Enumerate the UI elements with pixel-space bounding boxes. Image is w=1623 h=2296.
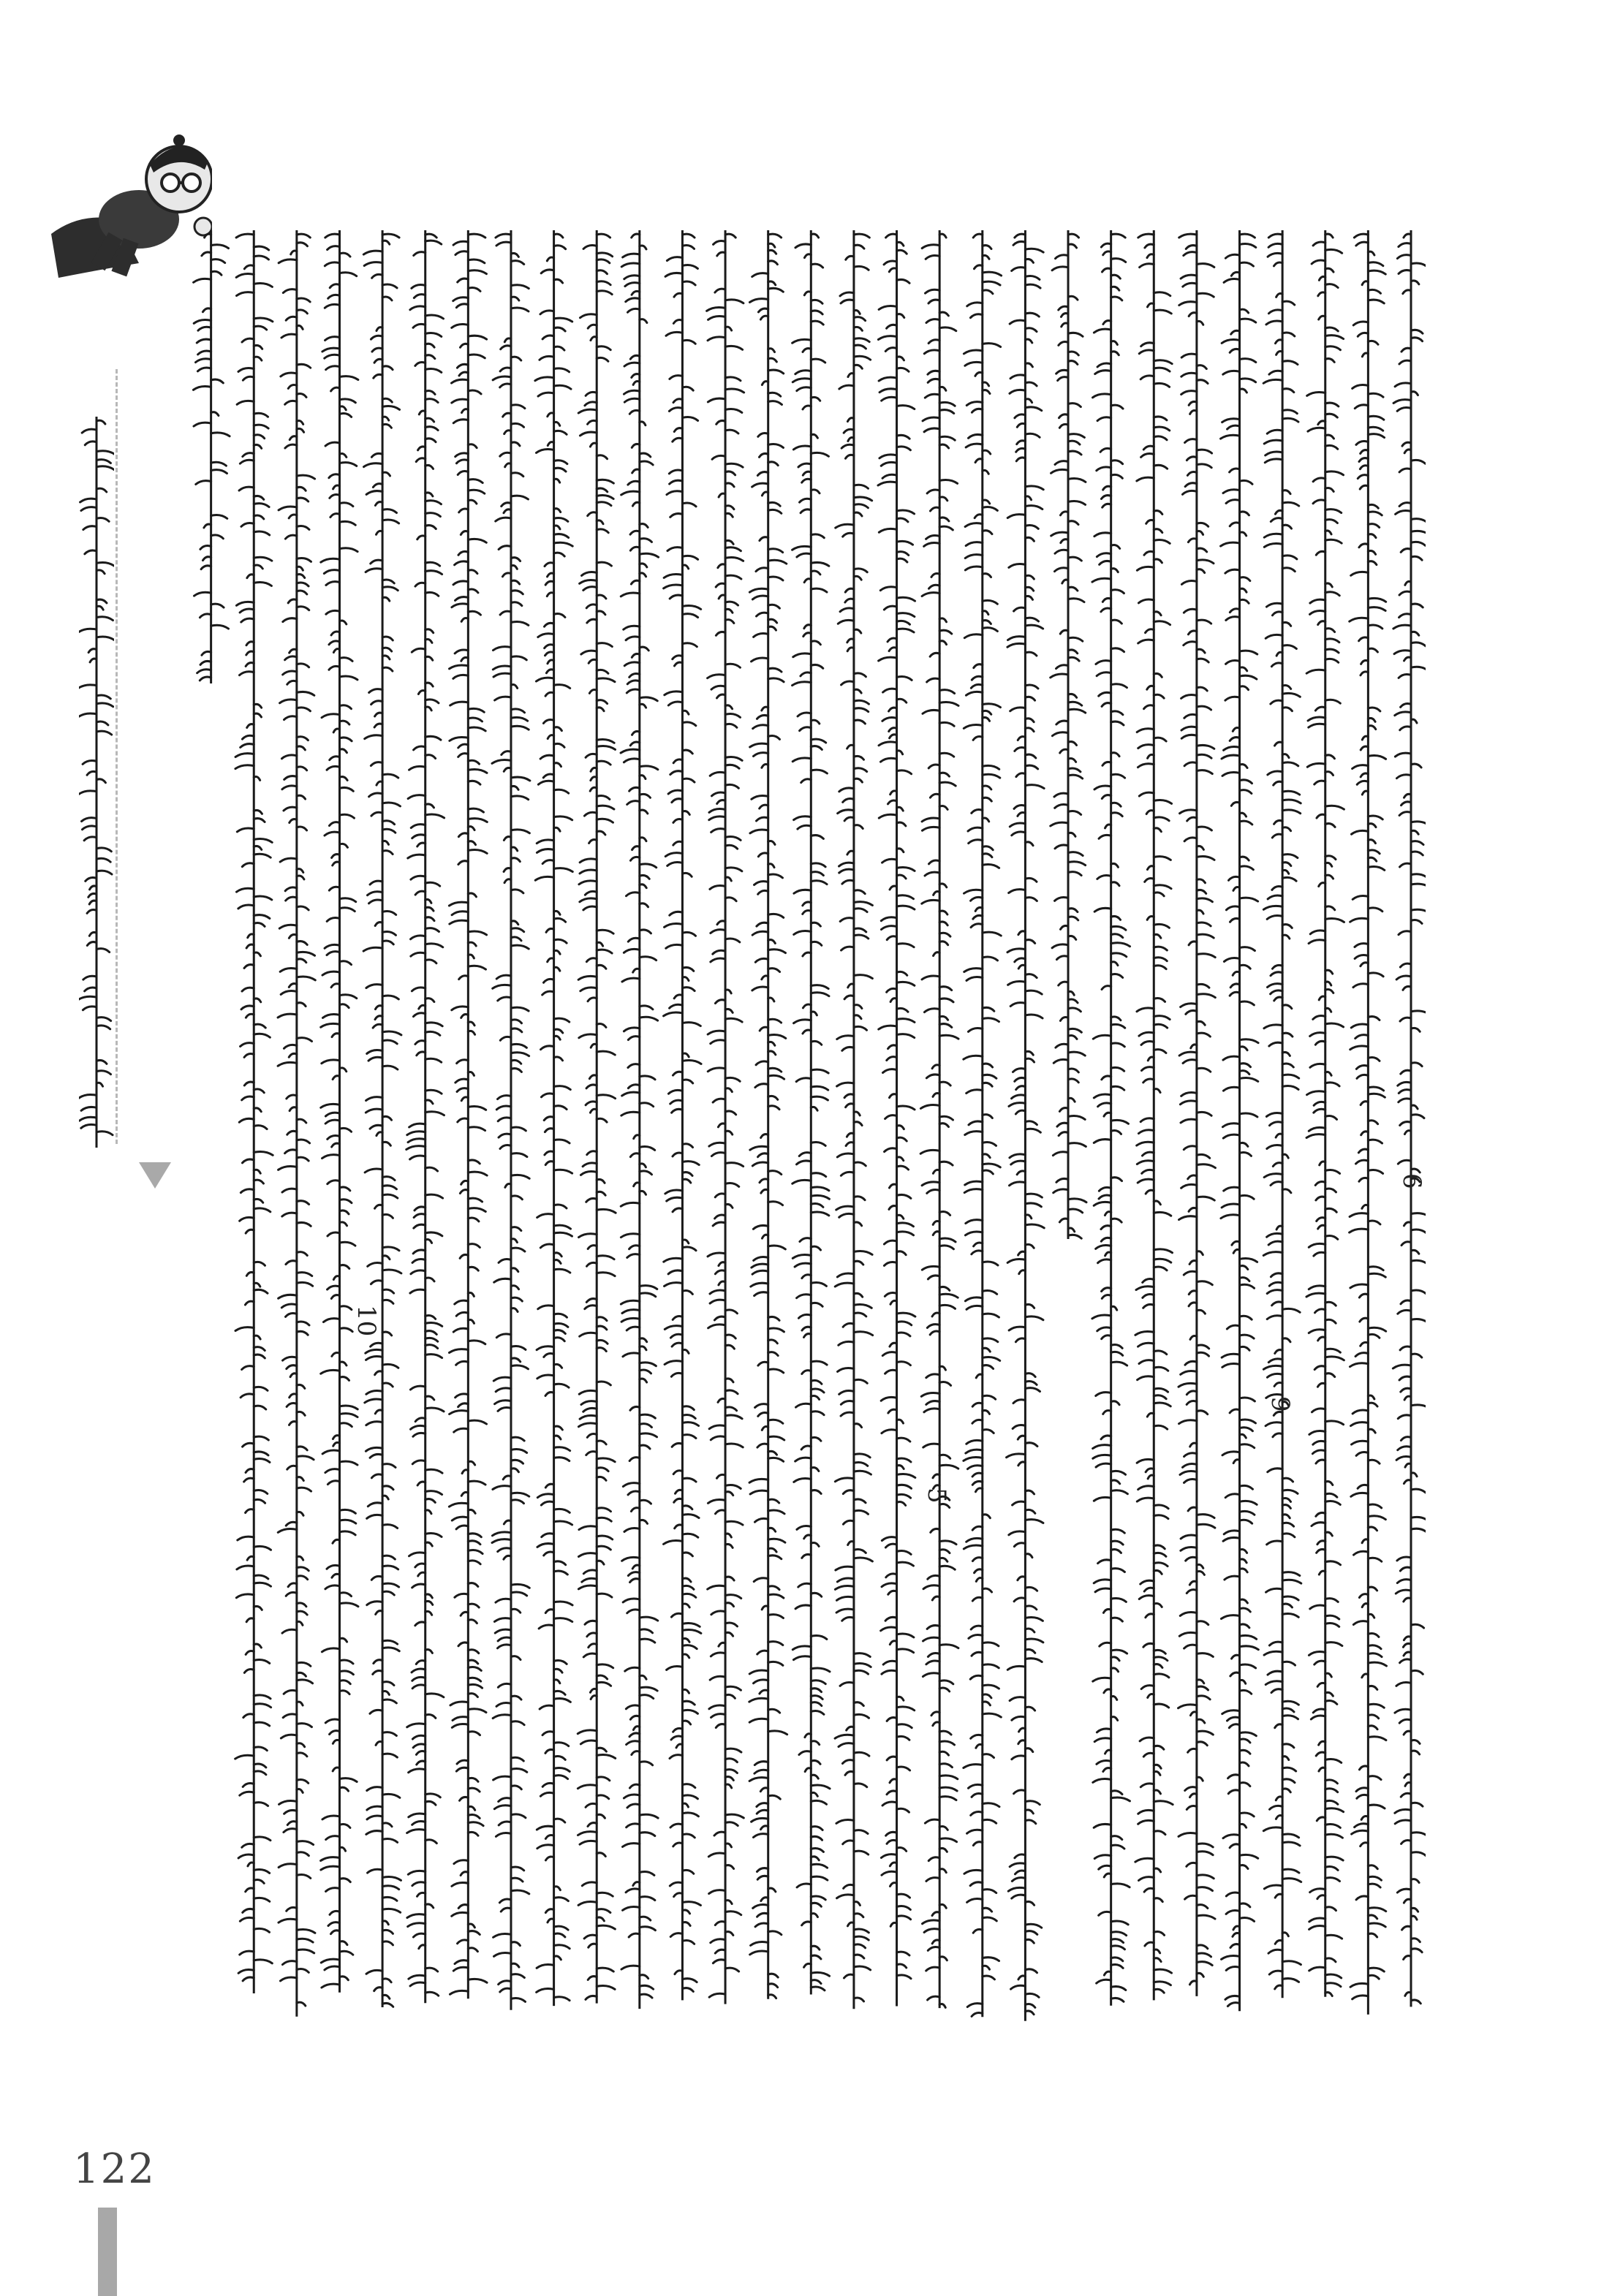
text-column: [707, 230, 744, 2004]
text-column: [578, 230, 616, 2004]
text-column: [1179, 230, 1216, 1996]
text-column: [621, 230, 659, 2009]
text-column: [492, 230, 530, 2010]
text-column: [920, 230, 958, 2008]
text-column: [235, 230, 273, 1993]
text-column: [664, 230, 702, 2000]
inline-numeral: 9: [1266, 1396, 1295, 1412]
text-column: [878, 230, 915, 2007]
text-column: [321, 230, 358, 1993]
text-column: [1221, 230, 1259, 2011]
text-column: [449, 230, 487, 1998]
running-head-mongolian: [79, 417, 114, 1148]
text-column: [535, 230, 572, 2006]
text-column: [964, 230, 1002, 2017]
triangle-down-icon: [139, 1162, 171, 1189]
text-column: [193, 230, 230, 683]
text-column: [406, 230, 444, 2003]
text-column: [1051, 230, 1086, 1239]
text-column: [278, 230, 315, 2017]
text-column: [1263, 230, 1301, 1998]
page-edge-tab: [98, 2208, 117, 2296]
text-column: [1007, 230, 1045, 2021]
text-column: [1350, 230, 1387, 2015]
page-number: 122: [73, 2145, 156, 2193]
text-column: [1135, 230, 1173, 2000]
header-divider: [116, 369, 118, 1144]
inline-numeral: 10: [352, 1305, 381, 1337]
text-column: [1306, 230, 1344, 1997]
running-header: [29, 124, 139, 1221]
text-column: [792, 230, 830, 1995]
text-column: [749, 230, 787, 1999]
running-head-column: [79, 417, 114, 1148]
body-text: [183, 230, 1426, 2021]
text-column: [363, 230, 401, 2007]
inline-numeral: 5: [922, 1488, 951, 1504]
inline-numeral: 6: [1397, 1173, 1426, 1189]
text-column: [1092, 230, 1130, 2006]
text-column: [1393, 230, 1426, 2007]
text-column: [835, 230, 873, 2009]
